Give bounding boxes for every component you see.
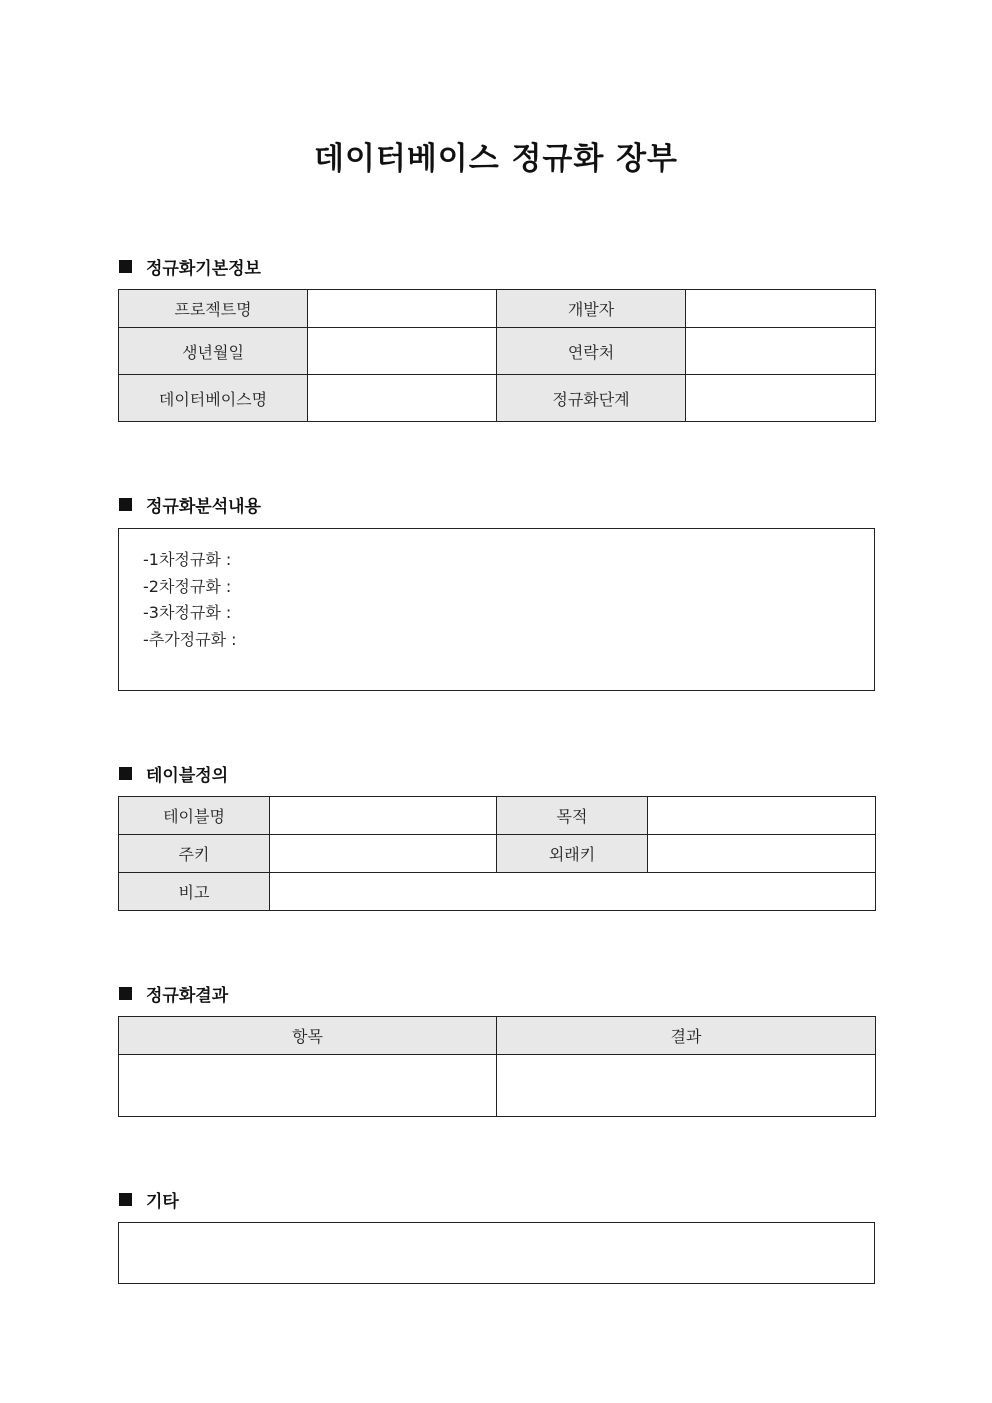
label-normalization-stage: 정규화단계 (497, 375, 686, 422)
column-header-item: 항목 (119, 1017, 497, 1055)
label-birth-date: 생년월일 (119, 328, 308, 375)
field-birth-date[interactable] (308, 328, 497, 375)
field-item[interactable] (119, 1055, 497, 1117)
field-project-name[interactable] (308, 290, 497, 328)
section-heading-label: 테이블정의 (146, 766, 229, 786)
other-box[interactable] (118, 1222, 875, 1284)
section-heading-result (119, 981, 228, 1006)
label-remarks: 비고 (119, 873, 270, 911)
field-purpose[interactable] (648, 797, 876, 835)
section-heading-basic-info (119, 254, 261, 279)
black-square-icon (119, 498, 132, 511)
section-heading-analysis (119, 492, 261, 517)
label-purpose: 목적 (497, 797, 648, 835)
section-heading-other (119, 1187, 179, 1212)
page-title: 데이터베이스 정규화 장부 (314, 141, 678, 177)
label-project-name: 프로젝트명 (119, 290, 308, 328)
table-definition-table (118, 796, 876, 911)
column-header-result: 결과 (497, 1017, 876, 1055)
field-database-name[interactable] (308, 375, 497, 422)
section-heading-label: 정규화기본정보 (146, 259, 261, 279)
black-square-icon (119, 1193, 132, 1206)
label-primary-key: 주키 (119, 835, 270, 873)
section-heading-table-def (119, 761, 228, 786)
analysis-line-1st: -1차정규화 : (143, 550, 232, 569)
field-table-name[interactable] (270, 797, 497, 835)
label-contact: 연락처 (497, 328, 686, 375)
field-foreign-key[interactable] (648, 835, 876, 873)
basic-info-table (118, 289, 876, 422)
field-developer[interactable] (686, 290, 876, 328)
section-heading-label: 정규화분석내용 (146, 497, 261, 517)
label-table-name: 테이블명 (119, 797, 270, 835)
black-square-icon (119, 260, 132, 273)
section-heading-label: 정규화결과 (146, 986, 229, 1006)
field-normalization-stage[interactable] (686, 375, 876, 422)
field-result[interactable] (497, 1055, 876, 1117)
analysis-box[interactable] (118, 528, 875, 691)
analysis-line-additional: -추가정규화 : (143, 629, 237, 649)
black-square-icon (119, 987, 132, 1000)
field-primary-key[interactable] (270, 835, 497, 873)
analysis-line-3rd: -3차정규화 : (143, 603, 232, 622)
label-foreign-key: 외래키 (497, 835, 648, 873)
label-developer: 개발자 (497, 290, 686, 328)
section-heading-label: 기타 (146, 1192, 179, 1212)
field-remarks[interactable] (270, 873, 876, 911)
result-table (118, 1016, 876, 1117)
analysis-line-2nd: -2차정규화 : (143, 576, 232, 596)
black-square-icon (119, 767, 132, 780)
label-database-name: 데이터베이스명 (119, 375, 308, 422)
field-contact[interactable] (686, 328, 876, 375)
